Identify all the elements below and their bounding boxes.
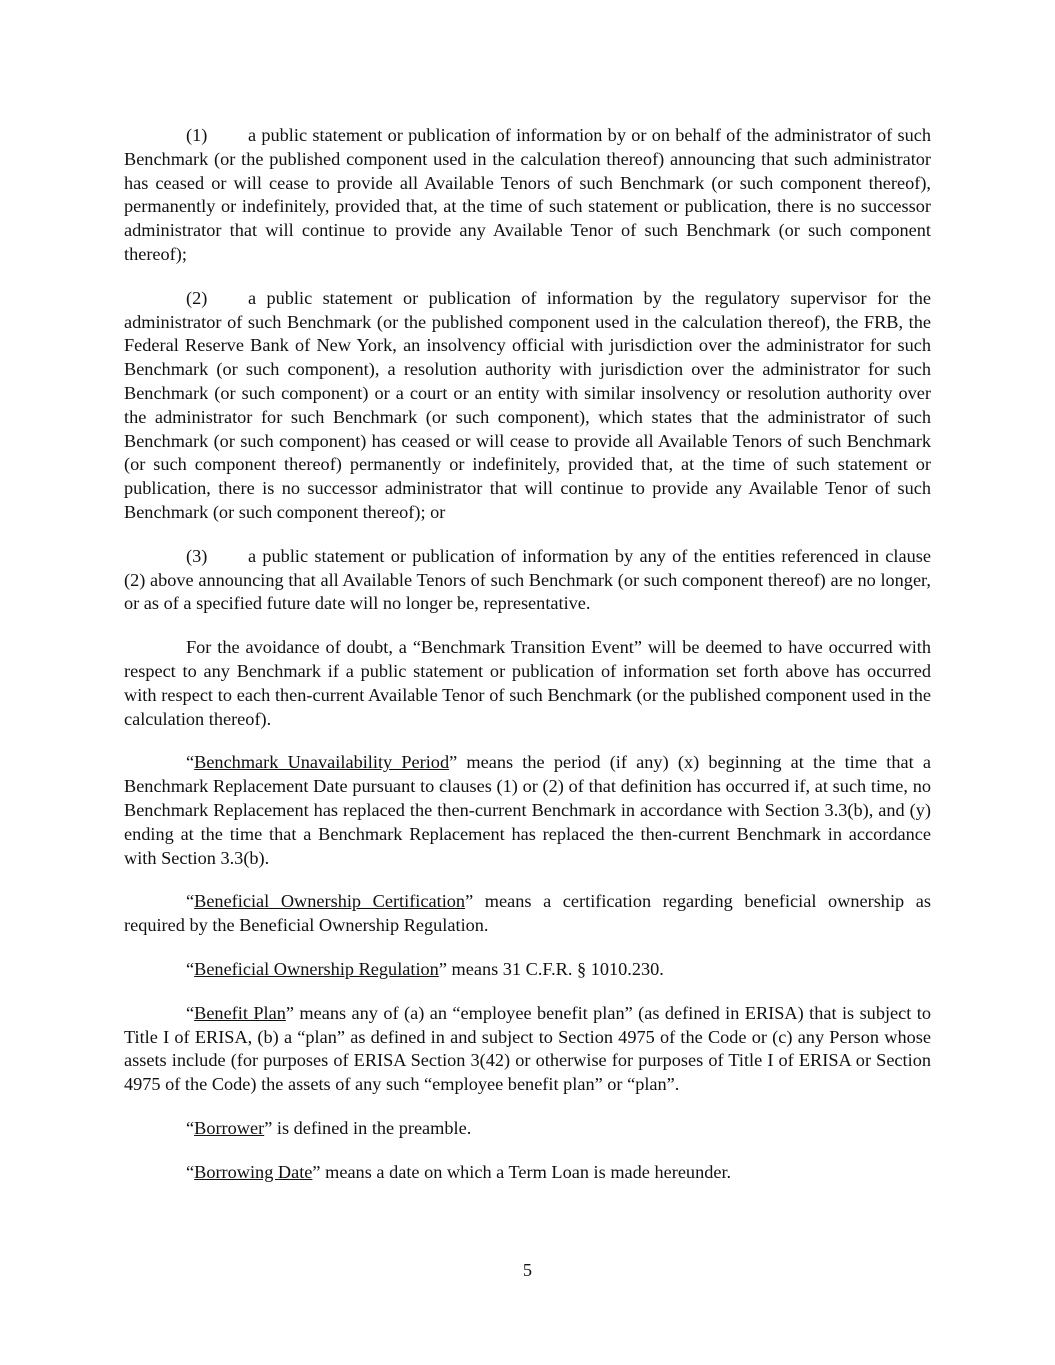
clause-3 [124, 545, 931, 616]
definition-benefit-plan [124, 1002, 931, 1097]
clause-2 [124, 287, 931, 525]
open-quote: “ [186, 752, 195, 773]
definition-beneficial-ownership-certification [124, 890, 931, 938]
open-quote: “ [186, 1161, 195, 1182]
defined-term: Beneficial Ownership Regulation [194, 958, 439, 979]
definition-text: ” means any of (a) an “employee benefit plan” (as defined in ERISA) that is subject to Title I of ERISA, (b) a “plan” as defined in and subject to Section 4975 of the Code or (c) any Person whose assets include (for purposes of ERISA Section 3(42) or otherwise for purposes of Title I of ERISA or Section 4975 of the Code) the assets of any such “employee benefit plan” or “plan”. [124, 1002, 931, 1095]
clause-number: (2) [186, 287, 208, 308]
definition-text: ” means a certification regarding beneficial ownership as required by the Beneficial Ownership Regulation. [124, 891, 931, 936]
clause-number: (1) [186, 125, 208, 145]
definition-text: ” means 31 C.F.R. § 1010.230. [438, 958, 664, 979]
definition-beneficial-ownership-regulation [124, 958, 931, 982]
defined-term: Borrowing Date [194, 1161, 313, 1182]
avoidance-paragraph: For the avoidance of doubt, a “Benchmark Transition Event” will be deemed to have occurred with respect to any Benchmark if a public statement or publication of information set forth above has occurred with respect to each then-current Available Tenor of such Benchmark (or the published component used in the calculation thereof). [124, 637, 931, 729]
clause-1 [124, 124, 931, 267]
defined-term: Benefit Plan [194, 1002, 286, 1023]
clause-text: a public statement or publication of information by any of the entities referenced in clause (2) above announcing that all Available Tenors of such Benchmark (or such component thereof) are no longer, or as of a specified future date will no longer be, representative. [124, 545, 931, 614]
defined-term: Beneficial Ownership Certification [194, 891, 466, 912]
page-number: 5 [522, 1260, 533, 1280]
open-quote: “ [186, 958, 195, 979]
definition-text: ” is defined in the preamble. [264, 1117, 472, 1138]
definition-borrower [124, 1117, 931, 1141]
defined-term: Benchmark Unavailability Period [194, 752, 450, 773]
clause-text: a public statement or publication of information by the regulatory supervisor for the administrator of such Benchmark (or the published component used in the calculation thereof), the FRB, the Federal Reserve Bank of New York, an insolvency official with jurisdiction over the administrator for such Benchmark (or such component), a resolution authority with jurisdiction over the administrator for such Benchmark (or such component) or a court or an entity with similar insolvency or resolution authority over the administrator for such Benchmark (or such component), which states that the administrator of such Benchmark (or such component) has ceased or will cease to provide all Available Tenors of such Benchmark (or such component thereof) permanently or indefinitely, provided that, at the time of such statement or publication, there is no successor administrator that will continue to provide any Available Tenor of such Benchmark (or such component thereof); or [124, 287, 931, 522]
clause-number: (3) [186, 545, 208, 566]
open-quote: “ [186, 891, 195, 912]
defined-term: Borrower [194, 1117, 265, 1138]
open-quote: “ [186, 1117, 195, 1138]
clause-text: a public statement or publication of information by or on behalf of the administrator of such Benchmark (or the published component used in the calculation thereof) announcing that such administrator has ceased or will cease to provide all Available Tenors of such Benchmark (or such component thereof), permanently or indefinitely, provided that, at the time of such statement or publication, there is no successor administrator that will continue to provide any Available Tenor of such Benchmark (or such component thereof); [124, 125, 931, 264]
definition-text: ” means the period (if any) (x) beginning at the time that a Benchmark Replacement Date pursuant to clauses (1) or (2) of that definition has occurred if, at such time, no Benchmark Replacement has replaced the then-current Benchmark in accordance with Section 3.3(b), and (y) ending at the time that a Benchmark Replacement has replaced the then-current Benchmark in accordance with Section 3.3(b). [124, 752, 931, 868]
definition-text: ” means a date on which a Term Loan is made hereunder. [312, 1161, 732, 1182]
definition-borrowing-date [124, 1161, 931, 1185]
open-quote: “ [186, 1002, 195, 1023]
definition-benchmark-unavailability-period [124, 751, 931, 870]
